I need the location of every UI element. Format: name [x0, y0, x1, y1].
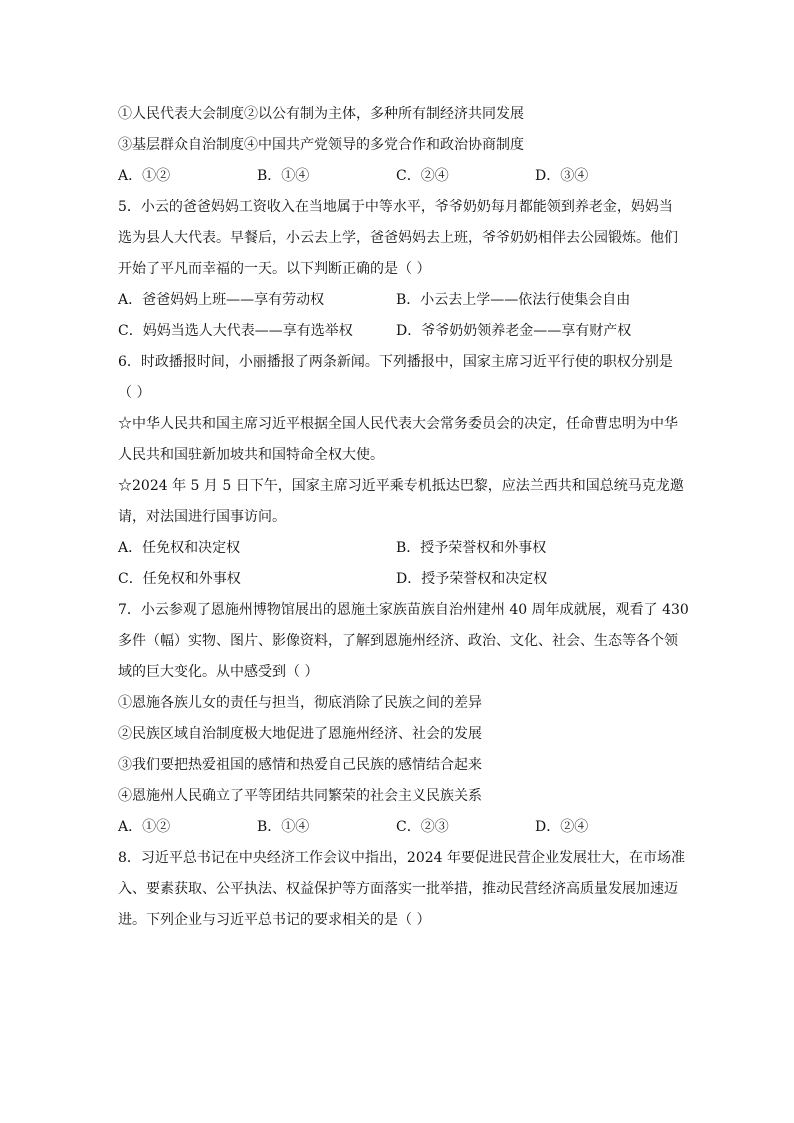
- q8-stem-line-1: 8．习近平总书记在中央经济工作会议中指出，2024 年要促进民营企业发展壮大，在市场准: [118, 850, 685, 866]
- q6-news-1-line-1: ☆中华人民共和国主席习近平根据全国人民代表大会常务委员会的决定，任命曹忠明为中华: [118, 416, 678, 432]
- q4-statement-line-2: ③基层群众自治制度④中国共产党领导的多党合作和政治协商制度: [118, 137, 524, 153]
- q6-option-c: C．任免权和外事权: [118, 571, 241, 587]
- q8-stem-line-3: 进。下列企业与习近平总书记的要求相关的是（ ）: [118, 912, 431, 928]
- q5-option-a: A．爸爸妈妈上班——享有劳动权: [118, 292, 325, 308]
- q6-news-2-line-1: ☆2024 年 5 月 5 日下午，国家主席习近平乘专机抵达巴黎，应法兰西共和国总统马克龙邀: [118, 478, 684, 494]
- q7-option-c: C．②③: [396, 819, 449, 835]
- q5-option-d: D．爷爷奶奶领养老金——享有财产权: [396, 323, 632, 339]
- q5-stem-line-2: 选为县人大代表。早餐后，小云去上学，爸爸妈妈去上班，爷爷奶奶相伴去公园锻炼。他们: [118, 230, 678, 246]
- q7-options: [118, 812, 678, 843]
- q4-statement-line-1: ①人民代表大会制度②以公有制为主体，多种所有制经济共同发展: [118, 106, 524, 122]
- q8-stem-line-2: 入、要素获取、公平执法、权益保护等方面落实一批举措，推动民营经济高质量发展加速迈: [118, 881, 678, 897]
- q4-options: [118, 161, 678, 192]
- q7-option-d: D．②④: [535, 819, 589, 835]
- q6-option-d: D．授予荣誉权和决定权: [396, 571, 548, 587]
- q7-stem-line-2: 多件（幅）实物、图片、影像资料，了解到恩施州经济、政治、文化、社会、生态等各个领: [118, 633, 678, 649]
- q7-statement-3: ③我们要把热爱祖国的感情和热爱自己民族的感情结合起来: [118, 757, 482, 773]
- q4-option-c: C．②④: [396, 168, 449, 184]
- q6-news-1-line-2: 人民共和国驻新加坡共和国特命全权大使。: [118, 447, 384, 463]
- q7-stem-line-1: 7．小云参观了恩施州博物馆展出的恩施土家族苗族自治州建州 40 周年成就展，观看了 430: [118, 602, 689, 618]
- q5-option-b: B．小云去上学——依法行使集会自由: [396, 292, 631, 308]
- q5-option-c: C．妈妈当选人大代表——享有选举权: [118, 323, 353, 339]
- q6-stem-line-1: 6．时政播报时间，小丽播报了两条新闻。下列播报中，国家主席习近平行使的职权分别是: [118, 354, 673, 370]
- q6-options-row-2: [118, 564, 678, 595]
- q5-options-row-2: [118, 316, 678, 347]
- q4-option-b: B．①④: [257, 168, 310, 184]
- q7-stem-line-3: 域的巨大变化。从中感受到（ ）: [118, 664, 319, 680]
- q6-option-b: B．授予荣誉权和外事权: [396, 540, 547, 556]
- q5-stem-line-1: 5．小云的爸爸妈妈工资收入在当地属于中等水平，爷爷奶奶每月都能领到养老金，妈妈当: [118, 199, 673, 215]
- q5-stem-line-3: 开始了平凡而幸福的一天。以下判断正确的是（ ）: [118, 261, 431, 277]
- q5-options-row-1: [118, 285, 678, 316]
- q6-options-row-1: [118, 533, 678, 564]
- q7-option-b: B．①④: [257, 819, 310, 835]
- q7-statement-4: ④恩施州人民确立了平等团结共同繁荣的社会主义民族关系: [118, 788, 482, 804]
- q7-option-a: A．①②: [118, 819, 171, 835]
- q6-news-2-line-2: 请，对法国进行国事访问。: [118, 509, 286, 525]
- q4-option-a: A．①②: [118, 168, 171, 184]
- page-content: [118, 99, 689, 936]
- q7-statement-1: ①恩施各族儿女的责任与担当，彻底消除了民族之间的差异: [118, 695, 482, 711]
- q7-statement-2: ②民族区域自治制度极大地促进了恩施州经济、社会的发展: [118, 726, 482, 742]
- q6-stem-line-2: （ ）: [118, 385, 151, 401]
- q4-option-d: D．③④: [535, 168, 589, 184]
- q6-option-a: A．任免权和决定权: [118, 540, 241, 556]
